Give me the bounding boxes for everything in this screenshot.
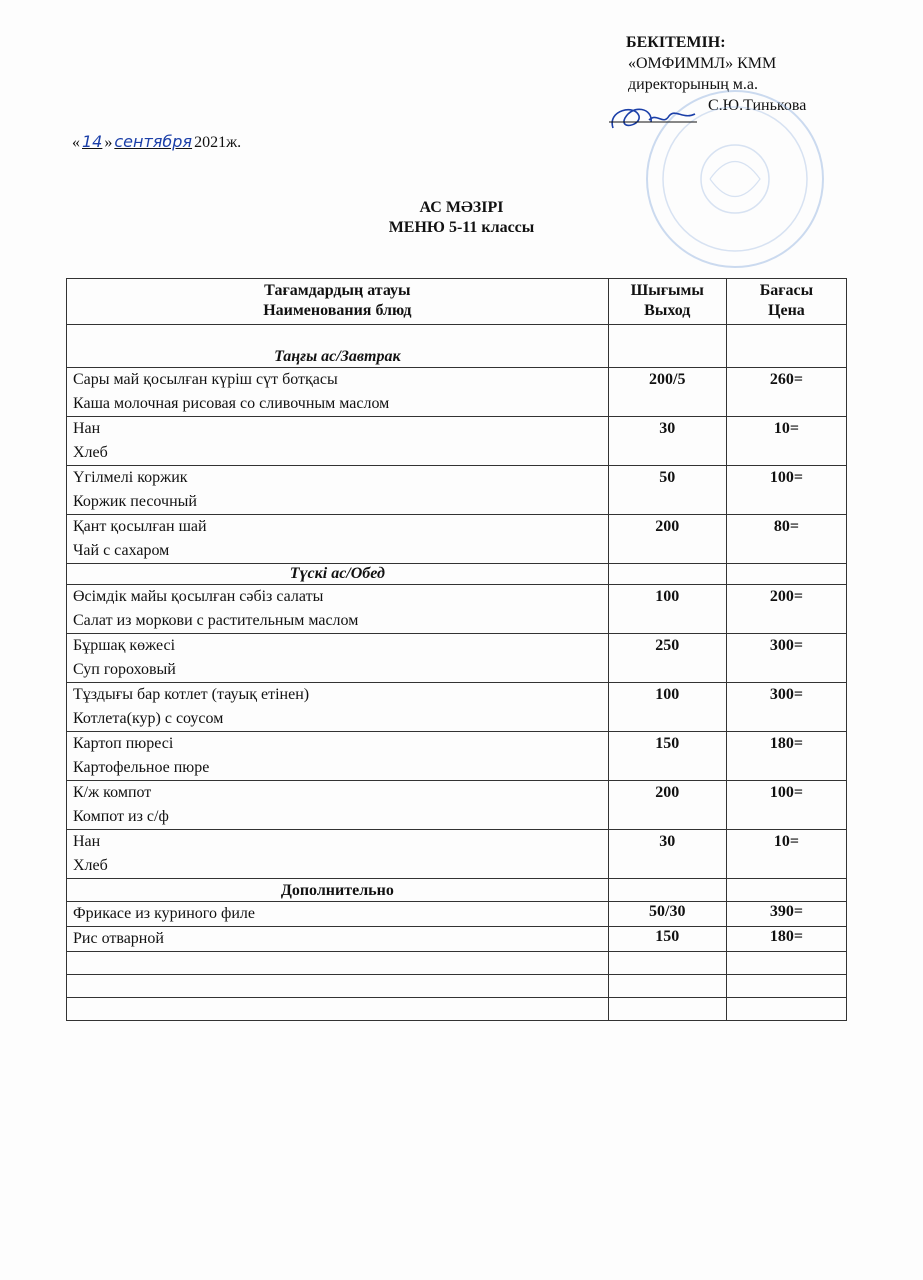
dish-name-kz: Нан [73,420,101,437]
dish-name: Рис отварной [67,927,609,952]
document-date [72,132,241,152]
empty-cell [608,975,726,998]
table-row [67,902,847,927]
dish-name: Фрикасе из куриного филе [67,902,609,927]
table-row [67,927,847,952]
empty-cell [726,564,846,585]
header-price [726,279,846,325]
dish-price: 10= [726,830,846,879]
table-row [67,466,847,515]
dish-name-kz: Нан [73,833,101,850]
dish-yield: 150 [608,732,726,781]
header-dish-name-ru: Наименования блюд [263,302,412,319]
dish-yield: 250 [608,634,726,683]
dish-yield: 200/5 [608,368,726,417]
table-row [67,585,847,634]
table-row [67,732,847,781]
empty-cell [726,952,846,975]
section-row-lunch [67,564,847,585]
dish-name-ru: Коржик песочный [73,493,197,510]
dish-name [67,368,609,417]
dish-name-kz: Картоп пюресі [73,735,174,752]
dish-name-kz: К/ж компот [73,784,152,801]
date-month: сентября [114,132,193,151]
dish-price: 200= [726,585,846,634]
dish-yield: 50 [608,466,726,515]
header-dish-name-kz: Тағамдардың атауы [264,282,411,299]
dish-name-ru: Суп гороховый [73,661,176,678]
dish-name [67,417,609,466]
empty-cell [726,975,846,998]
header-price-ru: Цена [768,302,805,319]
dish-name-kz: Сары май қосылған күріш сүт ботқасы [73,371,338,388]
empty-cell [608,879,726,902]
empty-cell [608,952,726,975]
dish-name-kz: Бұршақ көжесі [73,637,176,654]
section-row-breakfast [67,325,847,368]
dish-price: 180= [726,732,846,781]
table-row [67,515,847,564]
empty-cell [608,564,726,585]
dish-yield: 150 [608,927,726,952]
dish-name-ru: Хлеб [73,444,108,461]
header-price-kz: Бағасы [759,282,814,299]
dish-price: 390= [726,902,846,927]
dish-name-ru: Картофельное пюре [73,759,210,776]
empty-cell [67,998,609,1021]
dish-price: 300= [726,634,846,683]
dish-price: 300= [726,683,846,732]
date-day: 14 [82,132,103,151]
approval-heading: БЕКІТЕМІН: [626,34,726,51]
table-header-row [67,279,847,325]
dish-name-ru: Салат из моркови с растительным маслом [73,612,359,629]
dish-yield: 100 [608,683,726,732]
dish-yield: 30 [608,830,726,879]
dish-yield: 200 [608,781,726,830]
dish-name-ru: Хлеб [73,857,108,874]
table-row [67,683,847,732]
table-row [67,368,847,417]
empty-cell [608,325,726,368]
dish-yield: 100 [608,585,726,634]
empty-cell [608,998,726,1021]
approval-position: директорының м.а. [628,76,758,93]
empty-cell [726,998,846,1021]
approval-org: «ОМФИММЛ» КММ [628,55,777,72]
date-close-quote: » [104,134,113,151]
empty-cell [726,879,846,902]
empty-row [67,998,847,1021]
dish-price: 10= [726,417,846,466]
dish-name [67,515,609,564]
dish-name [67,683,609,732]
dish-name-kz: Қант қосылған шай [73,518,207,535]
date-year: 2021ж. [194,134,242,151]
dish-name-ru: Компот из с/ф [73,808,169,825]
empty-cell [67,975,609,998]
dish-name [67,732,609,781]
table-row [67,417,847,466]
header-dish-name [67,279,609,325]
header-yield [608,279,726,325]
dish-yield: 30 [608,417,726,466]
header-yield-ru: Выход [644,302,691,319]
dish-name [67,585,609,634]
section-title: Таңғы ас/Завтрак [67,325,609,368]
menu-table [66,278,847,1021]
dish-name-kz: Үгілмелі коржик [73,469,188,486]
table-row [67,781,847,830]
dish-name-kz: Тұздығы бар котлет (тауық етінен) [73,686,310,703]
date-open-quote: « [72,134,80,151]
dish-price: 180= [726,927,846,952]
dish-price: 100= [726,466,846,515]
dish-name [67,466,609,515]
table-row [67,634,847,683]
dish-price: 100= [726,781,846,830]
dish-name [67,781,609,830]
dish-name-kz: Өсімдік майы қосылған сәбіз салаты [73,588,324,605]
dish-name-ru: Котлета(кур) с соусом [73,710,224,727]
section-row-extra [67,879,847,902]
title-ru: МЕНЮ 5-11 классы [388,219,535,236]
dish-price: 260= [726,368,846,417]
table-row [67,830,847,879]
title-kz: АС МӘЗІРІ [419,199,504,216]
signature-mark [605,100,700,140]
section-title: Дополнительно [67,879,609,902]
dish-name [67,634,609,683]
approval-name: С.Ю.Тинькова [708,97,807,114]
dish-name-ru: Чай с сахаром [73,542,170,559]
empty-cell [67,952,609,975]
empty-cell [726,325,846,368]
dish-yield: 200 [608,515,726,564]
dish-yield: 50/30 [608,902,726,927]
dish-name-ru: Каша молочная рисовая со сливочным маслом [73,395,390,412]
document-title [0,198,923,238]
empty-row [67,952,847,975]
dish-name [67,830,609,879]
dish-price: 80= [726,515,846,564]
empty-row [67,975,847,998]
section-title: Түскі ас/Обед [67,564,609,585]
header-yield-kz: Шығымы [630,282,704,299]
